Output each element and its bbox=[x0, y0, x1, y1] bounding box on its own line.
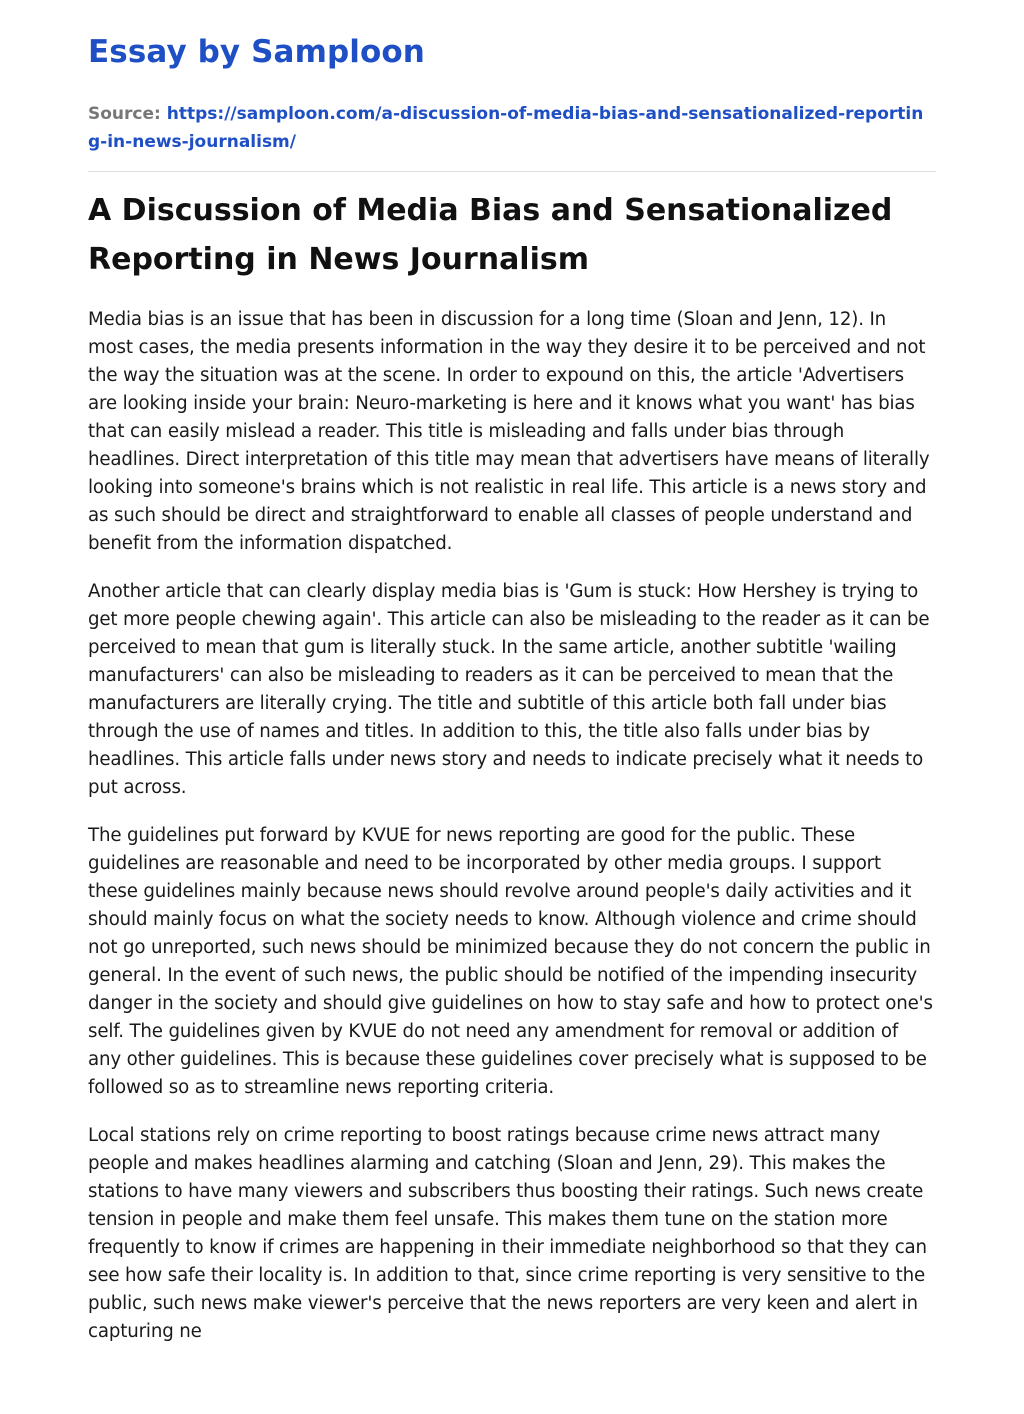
source-line bbox=[88, 100, 928, 156]
source-label: Source: bbox=[88, 104, 161, 124]
paragraph: Another article that can clearly display media bias is 'Gum is stuck: How Hershey is trying to get more people chewing again'. This article can also be misleading to the reader as it can be perceived to mean that gum is literally stuck. In the same article, another subtitle 'wailing manufacturers' can also be misleading to readers as it can be perceived to mean that the manufacturers are literally crying. The title and subtitle of this article both fall under bias through the use of names and titles. In addition to this, the title also falls under bias by headlines. This article falls under news story and needs to indicate precisely what it needs to put across. bbox=[88, 581, 930, 798]
paragraph: The guidelines put forward by KVUE for news reporting are good for the public. These guidelines are reasonable and need to be incorporated by other media groups. I support these guidelines mainly because news should revolve around people's daily activities and it should mainly focus on what the society needs to know. Although violence and crime should not go unreported, such news should be minimized because they do not concern the public in general. In the event of such news, the public should be notified of the impending insecurity danger in the society and should give guidelines on how to stay safe and how to protect one's self. The guidelines given by KVUE do not need any amendment for removal or addition of any other guidelines. This is because these guidelines cover precisely what is supposed to be followed so as to streamline news reporting criteria. bbox=[88, 825, 933, 1098]
article-body bbox=[88, 306, 936, 1346]
brand-title[interactable]: Essay by Samploon bbox=[88, 34, 425, 70]
divider bbox=[88, 171, 936, 172]
article-title: A Discussion of Media Bias and Sensationalized Reporting in News Journalism bbox=[88, 193, 893, 277]
paragraph: Media bias is an issue that has been in discussion for a long time (Sloan and Jenn, 12). In most cases, the media presents information in the way they desire it to be perceived and not the way the situation was at the scene. In order to expound on this, the article 'Advertisers are looking inside your brain: Neuro-marketing is here and it knows what you want' has bias that can easily mislead a reader. This title is misleading and falls under bias through headlines. Direct interpretation of this title may mean that advertisers have means of literally looking into someone's brains which is not realistic in real life. This article is a news story and as such should be direct and straightforward to enable all classes of people understand and benefit from the information dispatched. bbox=[88, 309, 930, 554]
source-link[interactable]: https://samploon.com/a-discussion-of-media-bias-and-sensationalized-reporting-in-news-journalism/ bbox=[88, 104, 924, 152]
paragraph: Local stations rely on crime reporting to boost ratings because crime news attract many people and makes headlines alarming and catching (Sloan and Jenn, 29). This makes the stations to have many viewers and subscribers thus boosting their ratings. Such news create tension in people and make them feel unsafe. This makes them tune on the station more frequently to know if crimes are happening in their immediate neighborhood so that they can see how safe their locality is. In addition to that, since crime reporting is very sensitive to the public, such news make viewer's perceive that the news reporters are very keen and alert in capturing ne bbox=[88, 1125, 927, 1342]
